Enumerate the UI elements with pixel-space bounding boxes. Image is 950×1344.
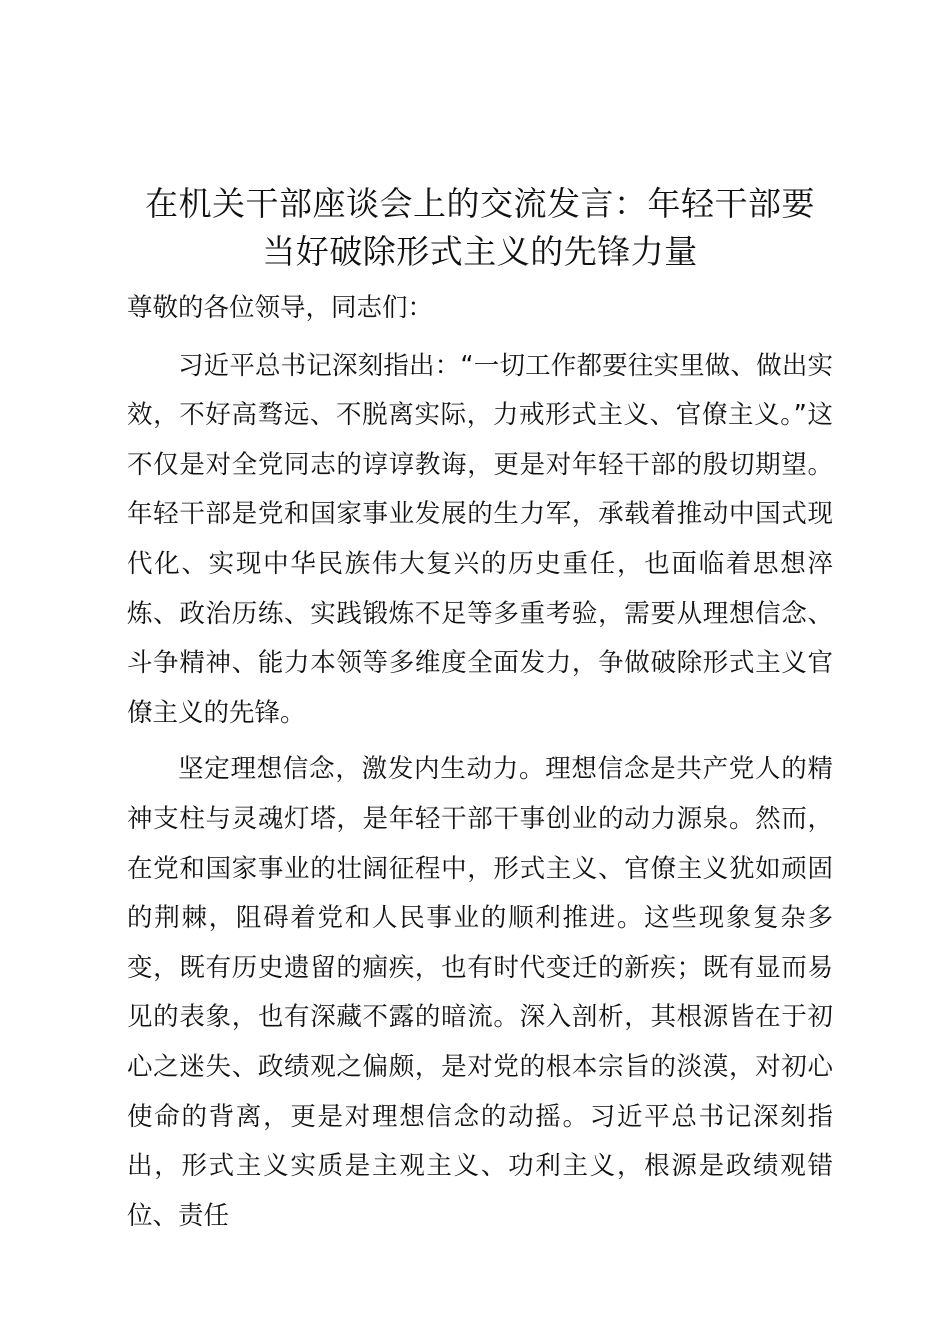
- document-body: [127, 284, 833, 1248]
- paragraph-1: 习近平总书记深刻指出：“一切工作都要往实里做、做出实效，不好高骛远、不脱离实际，力戒形式主义、官僚主义。”这不仅是对全党同志的谆谆教诲，更是对年轻干部的殷切期望。年轻干部是党和国家事业发展的生力军，承载着推动中国式现代化、实现中华民族伟大复兴的历史重任，也面临着思想淬炼、政治历练、实践锻炼不足等多重考验，需要从理想信念、斗争精神、能力本领等多维度全面发力，争做破除形式主义官僚主义的先锋。: [127, 350, 833, 728]
- document-title: [110, 180, 850, 276]
- title-line-2: 当好破除形式主义的先锋力量: [262, 232, 698, 271]
- title-line-1: 在机关干部座谈会上的交流发言：年轻干部要: [145, 184, 815, 223]
- paragraph-2: 坚定理想信念，激发内生动力。理想信念是共产党人的精神支柱与灵魂灯塔，是年轻干部干事创业的动力源泉。然而，在党和国家事业的壮阔征程中，形式主义、官僚主义犹如顽固的荆棘，阻碍着党和人民事业的顺利推进。这些现象复杂多变，既有历史遗留的痼疾，也有时代变迁的新疾；既有显而易见的表象，也有深藏不露的暗流。深入剖析，其根源皆在于初心之迷失、政绩观之偏颇，是对党的根本宗旨的淡漠，对初心使命的背离，更是对理想信念的动摇。习近平总书记深刻指出，形式主义实质是主观主义、功利主义，根源是政绩观错位、责任: [127, 754, 833, 1231]
- salutation: 尊敬的各位领导，同志们：: [127, 293, 434, 323]
